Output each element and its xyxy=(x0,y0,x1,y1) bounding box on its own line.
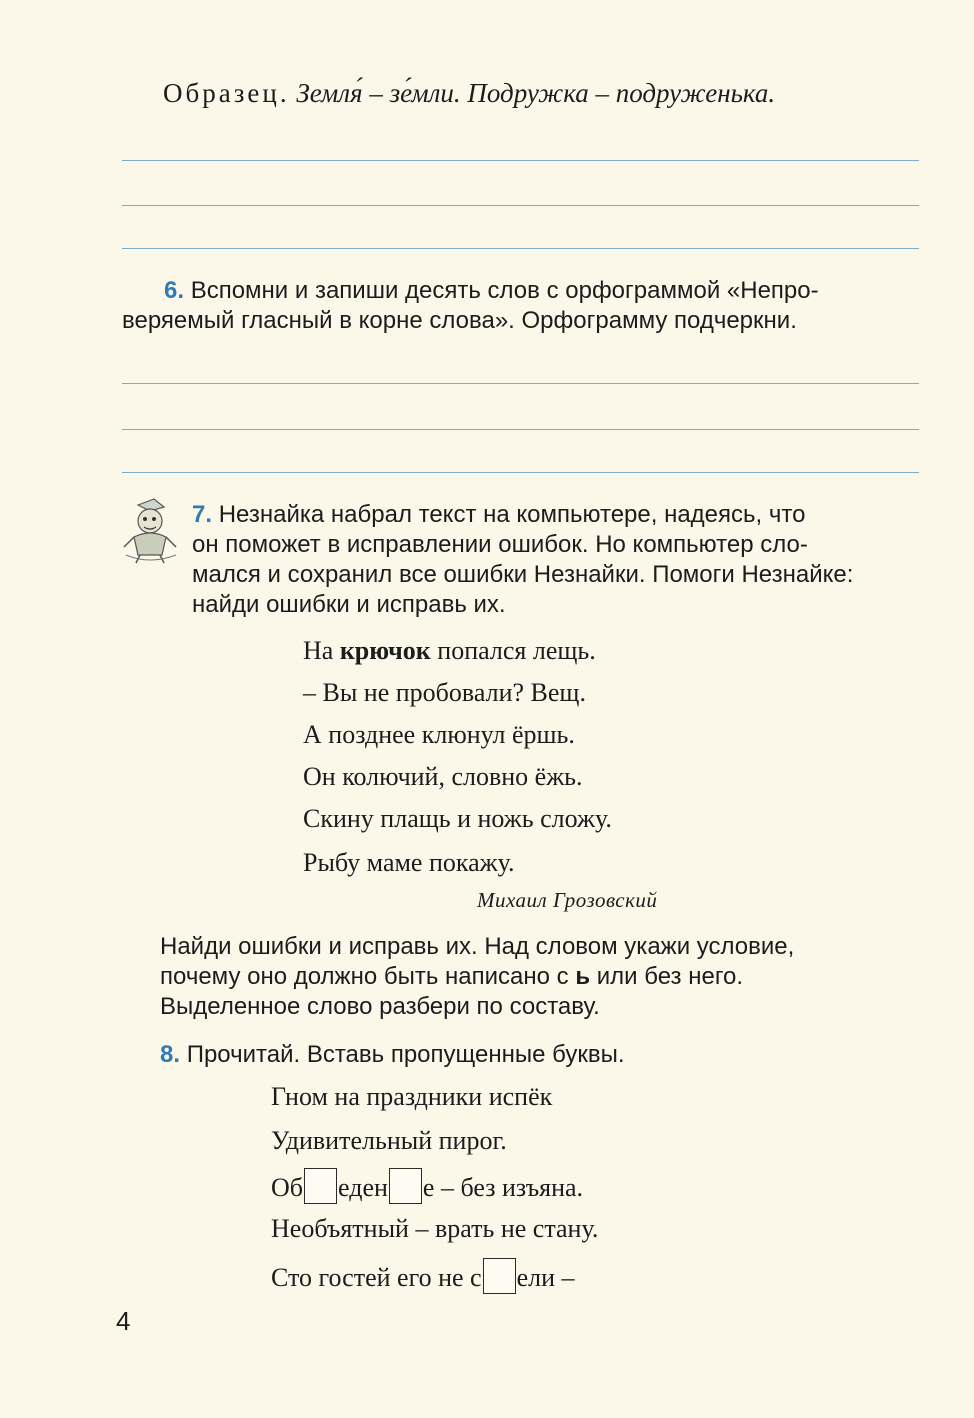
sample-text: Земля́ – зе́мли. Подружка – подруженька. xyxy=(296,78,776,108)
poem-text: попался лещь. xyxy=(430,636,596,665)
sample-label: Образец. xyxy=(163,78,290,108)
missing-letter-box[interactable] xyxy=(483,1258,516,1294)
poem-author: Михаил Грозовский xyxy=(477,888,658,912)
task-text: Прочитай. Вставь пропущенные буквы. xyxy=(186,1041,625,1068)
poem-line: – Вы не пробовали? Вещ. xyxy=(303,678,586,707)
page-number: 4 xyxy=(116,1306,131,1336)
poem-line: А позднее клюнул ёршь. xyxy=(303,720,575,749)
poem-text: еден xyxy=(338,1173,388,1202)
poem-line: Гном на праздники испёк xyxy=(271,1082,553,1111)
writing-line[interactable] xyxy=(122,160,919,161)
sample-line xyxy=(163,78,775,109)
task-7-instructions xyxy=(160,932,930,1022)
task-text: Вспомни и запиши десять слов с орфограммой «Непро- xyxy=(190,277,819,304)
task-text-continued: веряемый гласный в корне слова». Орфограмму подчеркни. xyxy=(122,307,797,334)
writing-line[interactable] xyxy=(122,383,919,384)
instruction-text: Найди ошибки и исправь их. Над словом укажи условие, xyxy=(160,933,795,960)
poem-text: На xyxy=(303,636,340,665)
poem-line: Он колючий, словно ёжь. xyxy=(303,762,583,791)
task-text: найди ошибки и исправь их. xyxy=(192,591,506,618)
task-8 xyxy=(160,1040,625,1070)
task-text: мался и сохранил все ошибки Незнайки. Помоги Незнайке: xyxy=(192,561,854,588)
writing-line[interactable] xyxy=(122,472,919,473)
neznaika-mascot-icon xyxy=(120,497,180,565)
poem-line: Удивительный пирог. xyxy=(271,1126,507,1155)
task-6 xyxy=(122,276,922,336)
task-text: он поможет в исправлении ошибок. Но компьютер сло- xyxy=(192,531,808,558)
poem-line xyxy=(271,1258,575,1294)
writing-line[interactable] xyxy=(122,248,919,249)
missing-letter-box[interactable] xyxy=(304,1168,337,1204)
poem-text: ели – xyxy=(516,1263,575,1292)
instruction-text-part: почему оно должно быть написано с xyxy=(160,963,576,990)
instruction-text xyxy=(160,962,930,992)
poem-line xyxy=(271,1168,583,1204)
task-number: 8. xyxy=(160,1041,181,1068)
task-7 xyxy=(192,500,922,620)
task-text: Незнайка набрал текст на компьютере, надеясь, что xyxy=(218,501,806,528)
poem-line: Рыбу маме покажу. xyxy=(303,848,515,877)
task-number: 6. xyxy=(164,277,185,304)
task-number: 7. xyxy=(192,501,213,528)
highlighted-word: крючок xyxy=(339,636,431,665)
soft-sign: ь xyxy=(575,963,591,990)
instruction-text-part: или без него. xyxy=(590,963,744,990)
writing-line[interactable] xyxy=(122,205,919,206)
missing-letter-box[interactable] xyxy=(389,1168,422,1204)
writing-line[interactable] xyxy=(122,429,919,430)
poem-line: Необъятный – врать не стану. xyxy=(271,1214,599,1243)
poem-line: Скину плащь и ножь сложу. xyxy=(303,804,612,833)
poem-text: Сто гостей его не с xyxy=(271,1263,482,1292)
poem-line xyxy=(303,636,596,666)
instruction-text: Выделенное слово разбери по составу. xyxy=(160,993,600,1020)
poem-text: е – без изъяна. xyxy=(422,1173,584,1202)
poem-text: Об xyxy=(271,1173,304,1202)
